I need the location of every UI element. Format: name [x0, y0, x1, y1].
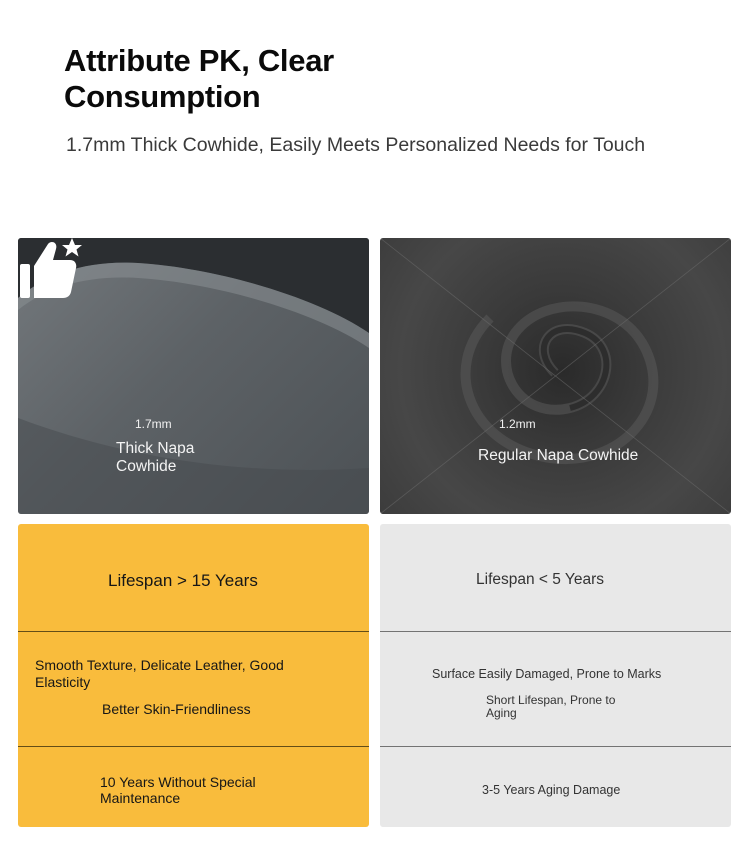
regular-napa-label: Regular Napa Cowhide — [478, 447, 639, 464]
row-divider — [18, 631, 369, 632]
thick-thickness-label: 1.7mm — [135, 417, 172, 431]
thick-napa-attributes — [18, 524, 369, 827]
regular-napa-cowhide-photo — [380, 238, 731, 514]
leather-swirl-graphic — [380, 238, 731, 514]
regular-short-lifespan-line1: Short Lifespan, Prone to — [486, 693, 616, 707]
thick-maintenance — [100, 774, 330, 806]
regular-thickness-label: 1.2mm — [499, 417, 536, 431]
regular-aging-damage: 3-5 Years Aging Damage — [482, 783, 621, 797]
thick-napa-label-line1: Thick Napa — [116, 440, 195, 457]
row-divider — [380, 746, 731, 747]
page-subtitle: 1.7mm Thick Cowhide, Easily Meets Personalized Needs for Touch — [66, 134, 646, 156]
regular-lifespan: Lifespan < 5 Years — [476, 571, 604, 588]
regular-short-lifespan-line2: Aging — [486, 706, 517, 720]
regular-surface-damage: Surface Easily Damaged, Prone to Marks — [432, 667, 662, 681]
thick-maintenance-line2: Maintenance — [100, 790, 181, 806]
thick-napa-label — [116, 440, 276, 476]
thick-maintenance-line1: 10 Years Without Special — [100, 774, 256, 790]
thumbs-up-star-icon — [18, 238, 88, 300]
page-title-line1: Attribute PK, Clear — [64, 43, 334, 78]
page-title — [64, 43, 534, 115]
thick-napa-label-line2: Cowhide — [116, 458, 177, 475]
thick-texture-feature — [35, 657, 355, 691]
page-title-line2: Consumption — [64, 79, 261, 114]
thick-texture-feature-line2: Elasticity — [35, 674, 91, 690]
row-divider — [18, 746, 369, 747]
row-divider — [380, 631, 731, 632]
thick-napa-cowhide-photo — [18, 238, 369, 514]
thick-lifespan: Lifespan > 15 Years — [108, 571, 258, 590]
regular-short-lifespan — [486, 694, 646, 720]
regular-napa-attributes — [380, 524, 731, 827]
thick-skin-friendliness: Better Skin-Friendliness — [102, 701, 251, 717]
thick-texture-feature-line1: Smooth Texture, Delicate Leather, Good — [35, 657, 284, 673]
